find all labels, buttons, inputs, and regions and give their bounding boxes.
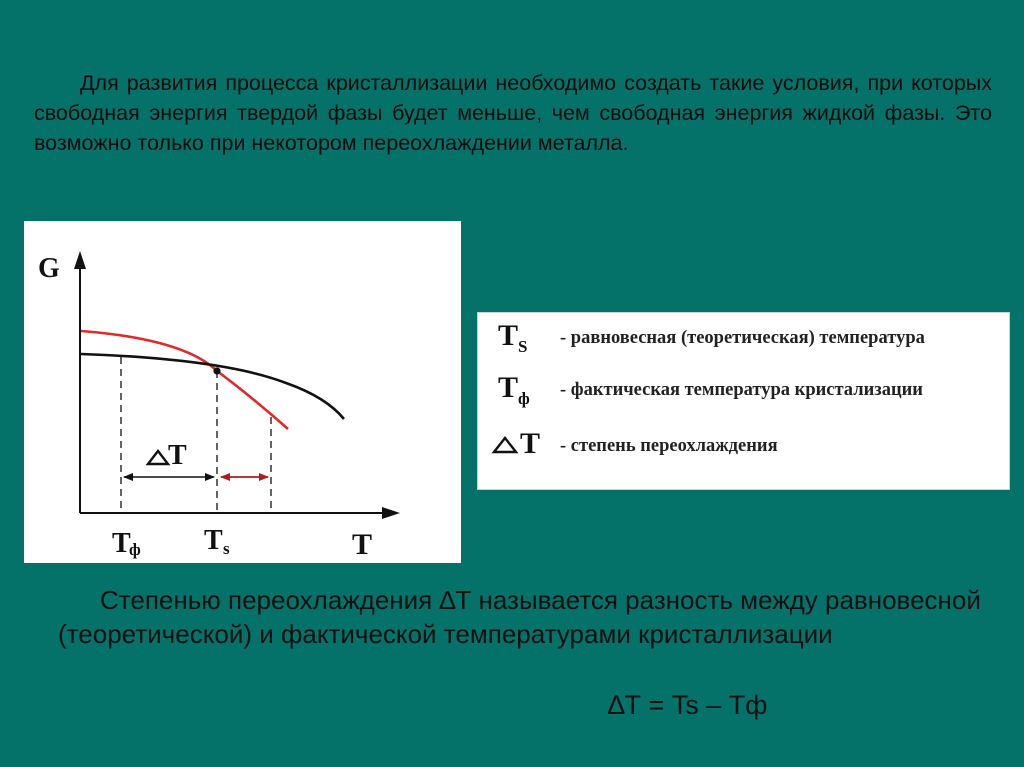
legend-row-tf <box>478 371 1011 411</box>
delta-t-label <box>148 440 187 471</box>
x-axis-arrow <box>382 507 400 519</box>
delta-icon <box>490 431 520 455</box>
legend-panel <box>477 312 1010 490</box>
x-axis-label: T <box>352 528 373 561</box>
svg-text:ф: ф <box>129 540 141 559</box>
diagram-svg <box>24 221 461 563</box>
svg-text:Т: Т <box>112 528 131 559</box>
svg-text:Т: Т <box>168 440 187 471</box>
definition-paragraph: Степенью переохлаждения ∆Т называется разность между равновесной (теоретической) и фактической температурами кристаллизации <box>58 585 981 649</box>
tick-label-ts <box>204 525 230 558</box>
y-axis-label: G <box>38 253 60 284</box>
legend-row-delta <box>478 427 1011 467</box>
legend-symbol-delta: Т <box>490 427 540 461</box>
liquid-phase-curve <box>81 331 288 429</box>
legend-row-ts <box>478 319 1011 359</box>
delta-icon <box>148 451 168 464</box>
tick-label-tf <box>112 528 141 559</box>
legend-description-ts: - равновесная (теоретическая) температура <box>560 328 925 348</box>
y-axis-arrow <box>74 251 86 269</box>
legend-symbol-ts: $Т_S$ <box>498 319 528 356</box>
legend-symbol-tf: $Т_ф$ <box>498 371 530 408</box>
legend-description-tf: - фактическая температура кристализации <box>560 380 923 400</box>
intro-paragraph: Для развития процесса кристаллизации необходимо создать такие условия, при которых свободная энергия твердой фазы будет меньше, чем свободная энергия жидкой фазы. Это возможно только при некотором переохлаждении металла. <box>34 71 992 155</box>
formula: ∆Т = Ts – Тф <box>608 690 768 720</box>
legend-description-delta: - степень переохлаждения <box>560 436 778 456</box>
svg-text:Т: Т <box>204 525 223 556</box>
svg-text:s: s <box>223 539 230 558</box>
energy-temperature-diagram <box>24 221 461 563</box>
